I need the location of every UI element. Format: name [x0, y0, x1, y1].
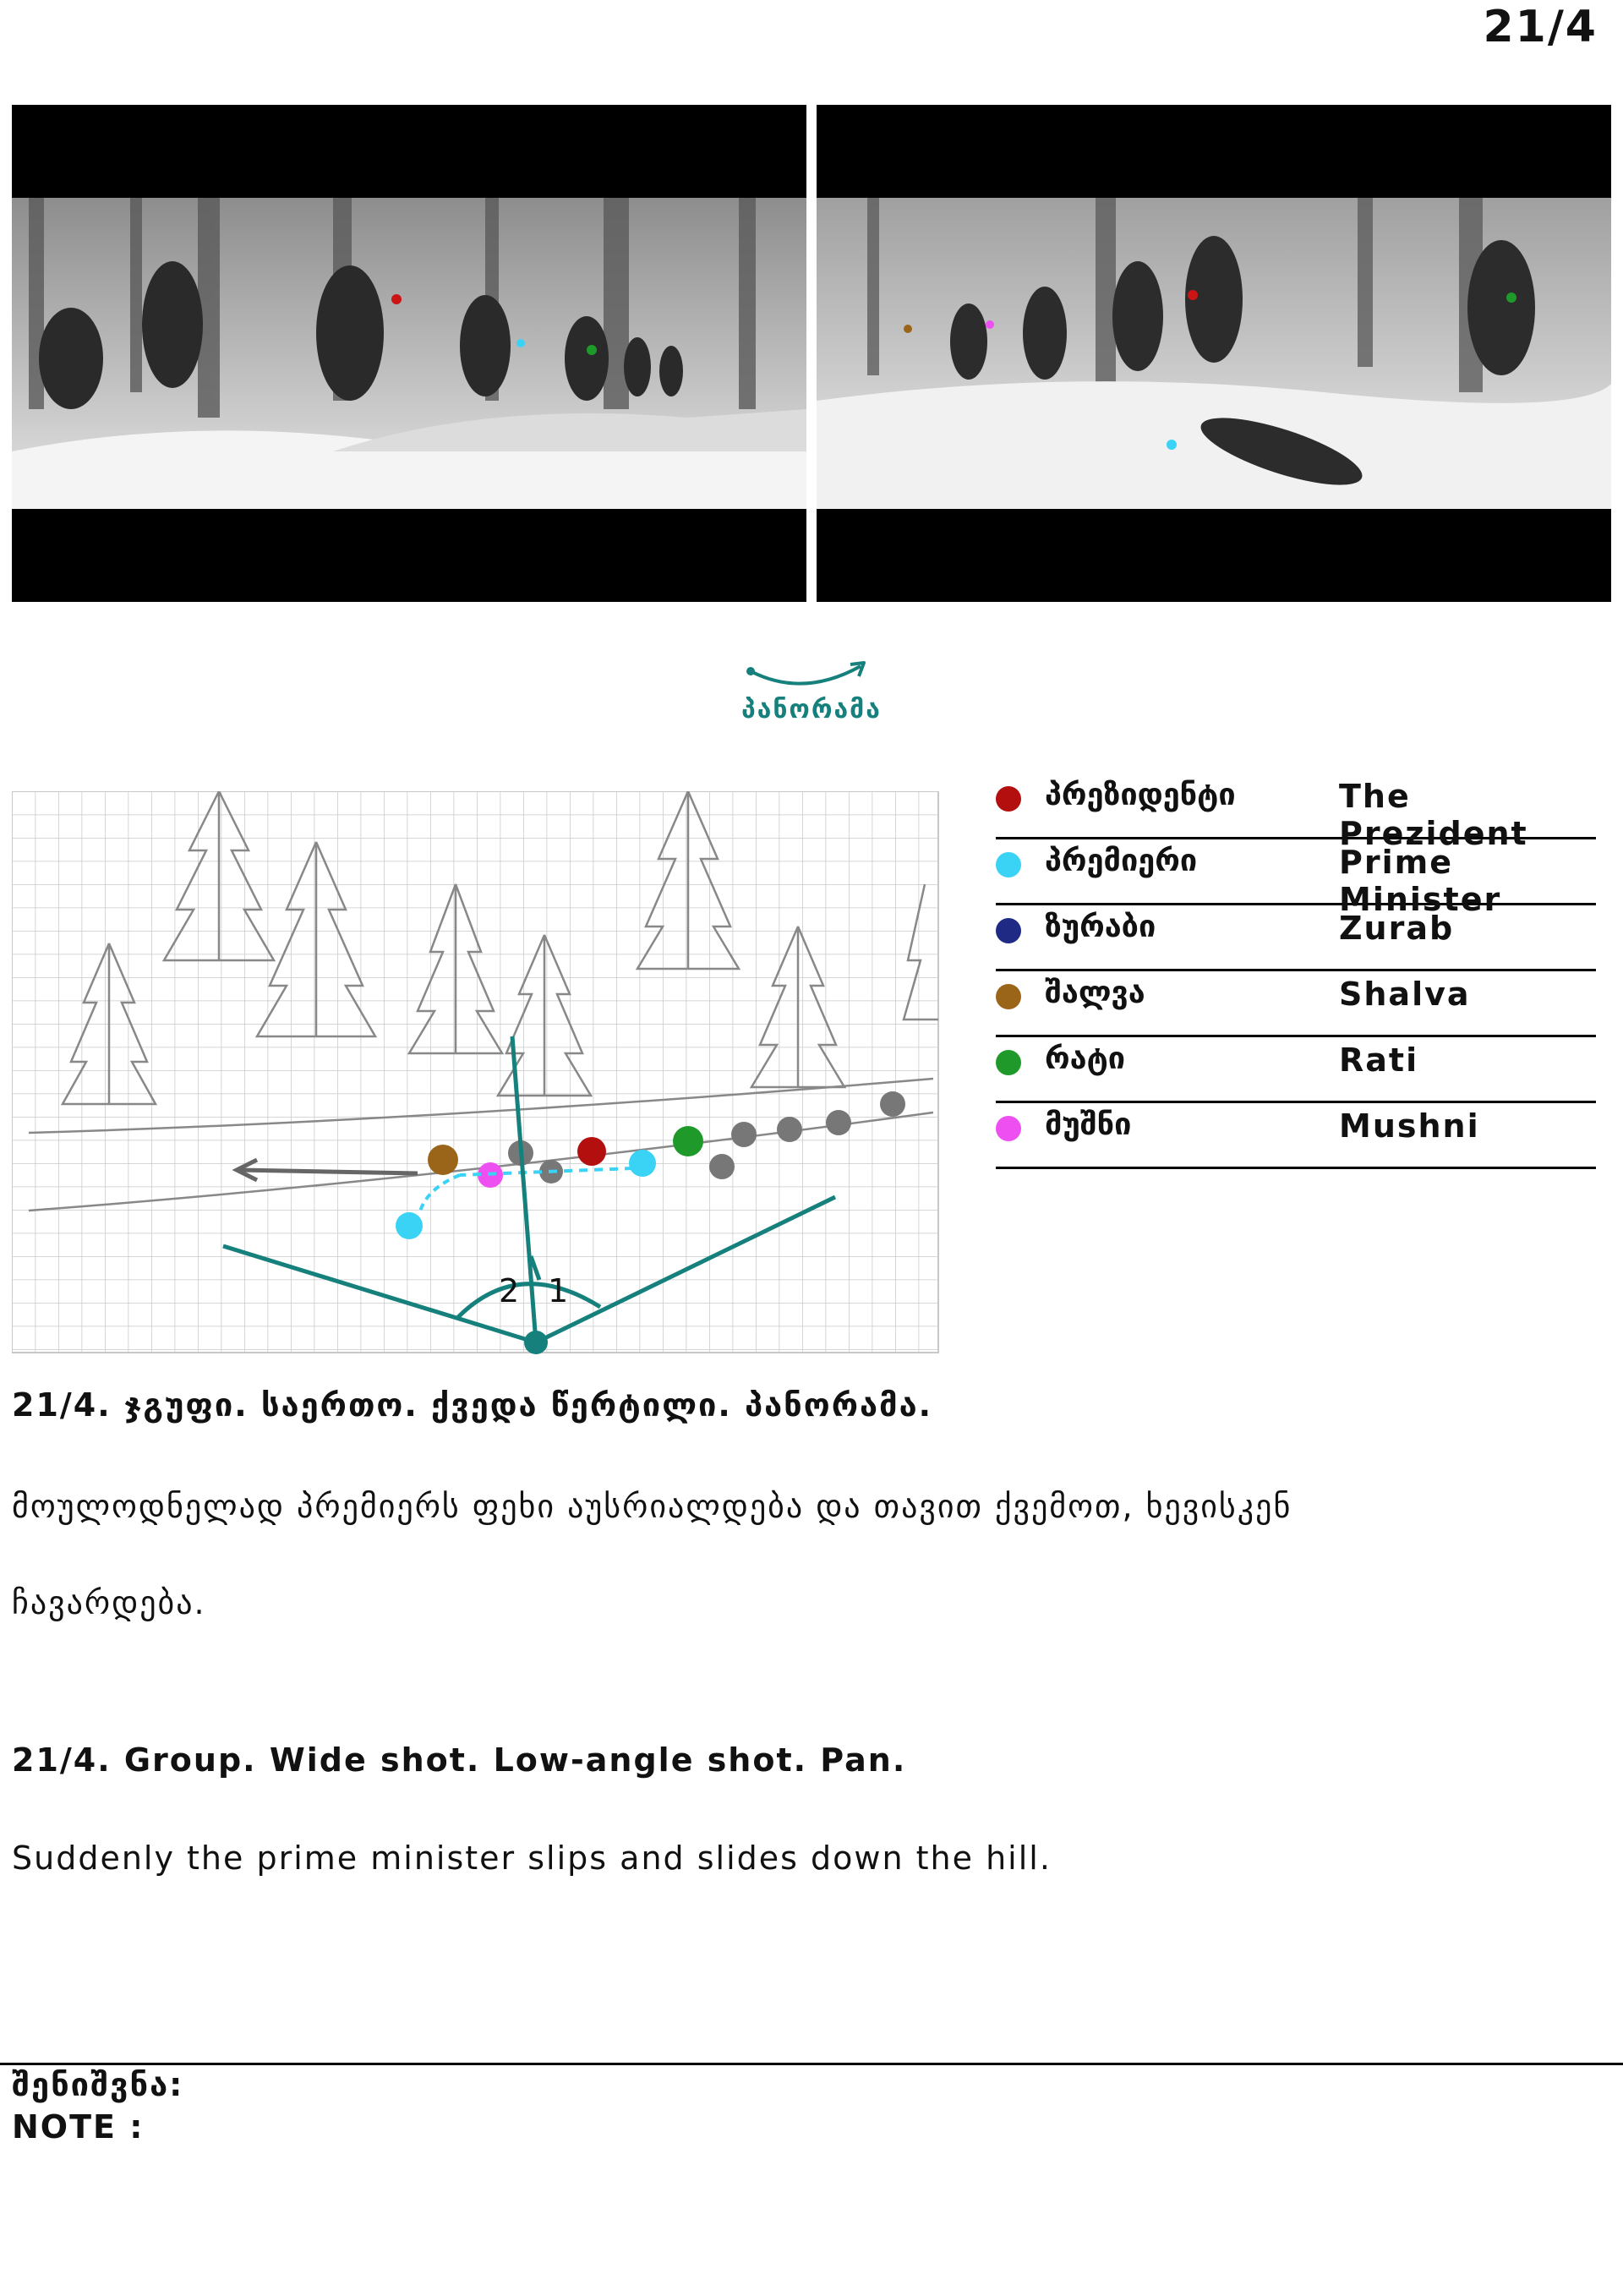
legend-label-ka: ზურაბი — [1045, 910, 1156, 944]
legend-label-ka: შალვა — [1045, 976, 1145, 1010]
legend-row-zurab — [996, 903, 1596, 971]
shot-description-ka-line-1: მოულოდნელად პრემიერს ფეხი აუსრიალდება და თავით ქვემოთ, ხევისკენ — [12, 1488, 1292, 1525]
camera-position-icon — [524, 1331, 548, 1354]
shot-diagram — [12, 791, 940, 1354]
president-color-dot — [996, 786, 1021, 812]
legend-label-ka: მუშნი — [1045, 1107, 1132, 1142]
frame-2-drawing — [817, 198, 1611, 509]
legend-row-prime-minister — [996, 837, 1596, 918]
note-label-en: NOTE : — [12, 2108, 145, 2146]
legend-label-en: The Prezident — [1339, 778, 1528, 852]
angle-1-label: 1 — [548, 1272, 569, 1309]
shot-heading-ka: 21/4. ჯგუფი. საერთო. ქვედა წერტილი. პანორამა. — [12, 1386, 933, 1424]
legend-label-en: Shalva — [1339, 976, 1471, 1013]
legend-label-en: Zurab — [1339, 910, 1455, 947]
legend-label-ka: პრემიერი — [1045, 844, 1198, 878]
legend-row-mushni — [996, 1101, 1596, 1169]
legend-label-en: Rati — [1339, 1041, 1419, 1079]
storyboard-frame-1 — [12, 105, 806, 602]
legend-label-en: Mushni — [1339, 1107, 1480, 1145]
note-label-ka: შენიშვნა: — [12, 2066, 184, 2103]
shot-heading-en: 21/4. Group. Wide shot. Low-angle shot. Pan. — [12, 1741, 907, 1779]
pan-label: პანორამა — [741, 695, 882, 724]
pan-arrow-icon — [735, 656, 888, 698]
page-number: 21/4 — [1483, 2, 1598, 52]
prime-minister-color-dot — [996, 852, 1021, 877]
legend-row-president — [996, 771, 1596, 852]
note-divider — [0, 2063, 1623, 2065]
legend-row-rati — [996, 1035, 1596, 1103]
rati-color-dot — [996, 1050, 1021, 1075]
shot-description-ka-line-2: ჩავარდება. — [12, 1584, 206, 1621]
legend-label-ka: პრეზიდენტი — [1045, 778, 1236, 812]
angle-2-label: 2 — [499, 1272, 520, 1309]
legend-label-en: Prime Minister — [1339, 844, 1502, 918]
storyboard-frame-2 — [817, 105, 1611, 602]
mushni-color-dot — [996, 1116, 1021, 1141]
shot-description-en: Suddenly the prime minister slips and slides down the hill. — [12, 1840, 1052, 1877]
zurab-color-dot — [996, 918, 1021, 943]
shalva-color-dot — [996, 984, 1021, 1009]
legend-row-shalva — [996, 969, 1596, 1037]
legend-label-ka: რატი — [1045, 1041, 1126, 1076]
frame-1-drawing — [12, 198, 806, 509]
